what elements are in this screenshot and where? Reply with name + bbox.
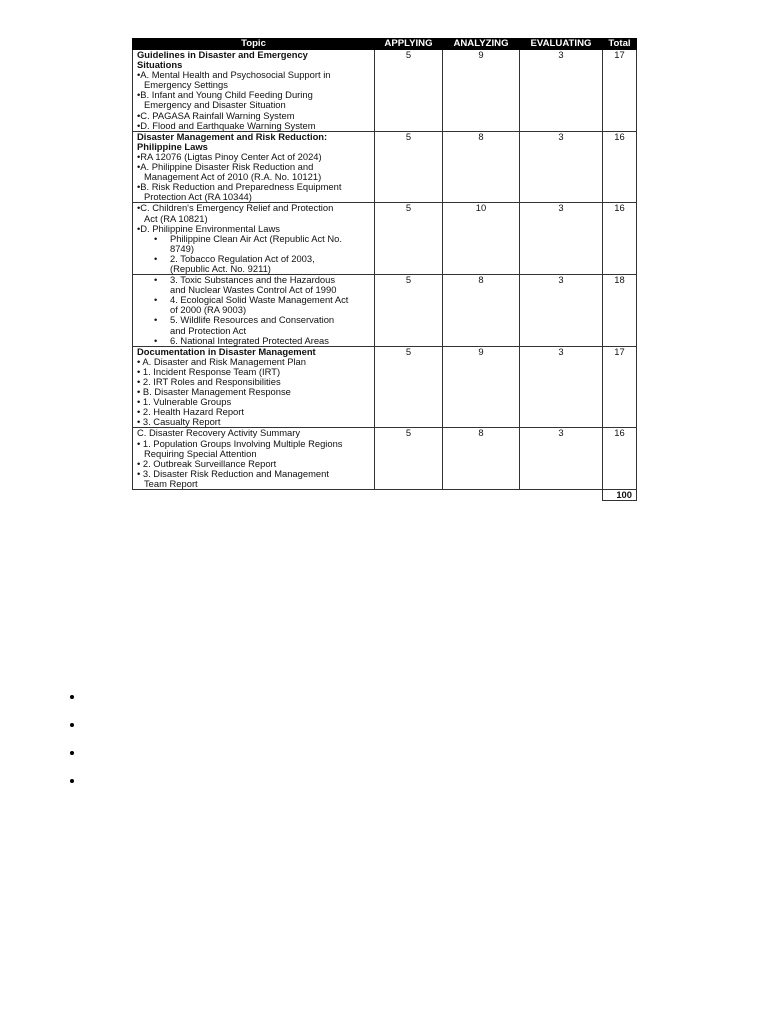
sub-topic-item bbox=[137, 295, 372, 315]
table-row bbox=[133, 203, 637, 275]
topic-item-line: •D. Flood and Earthquake Warning System bbox=[137, 119, 316, 131]
grand-total-row bbox=[133, 490, 637, 501]
bullet-icon bbox=[70, 695, 74, 699]
topic-item-line: Management Act of 2010 (R.A. No. 10121) bbox=[144, 171, 322, 183]
topic-heading: Disaster Management and Risk Reduction: bbox=[137, 130, 328, 142]
topic-item-line: • 2. IRT Roles and Responsibilities bbox=[137, 376, 281, 387]
topic-item-line: •A. Mental Health and Psychosocial Support in bbox=[137, 69, 331, 81]
empty-bullet-list bbox=[62, 688, 74, 800]
header-analyzing: ANALYZING bbox=[443, 39, 520, 50]
evaluating-cell: 3 bbox=[520, 203, 603, 275]
topic-item-line: •C. PAGASA Rainfall Warning System bbox=[137, 109, 295, 121]
topic-cell bbox=[133, 131, 375, 203]
sub-topic-line: and Nuclear Wastes Control Act of 1990 bbox=[170, 284, 337, 296]
header-topic: Topic bbox=[133, 39, 375, 50]
topic-cell bbox=[133, 428, 375, 490]
topic-cell bbox=[133, 275, 375, 347]
table-row bbox=[133, 131, 637, 203]
analyzing-cell: 8 bbox=[443, 428, 520, 490]
topic-item-line: •C. Children's Emergency Relief and Protection bbox=[137, 202, 334, 214]
topic-item-line: Emergency and Disaster Situation bbox=[144, 99, 286, 111]
sub-topic-line: 3. Toxic Substances and the Hazardous bbox=[170, 274, 336, 286]
table-row bbox=[133, 50, 637, 132]
bullet-icon: • bbox=[154, 314, 158, 326]
sub-topic-item bbox=[137, 234, 372, 254]
bullet-icon bbox=[70, 779, 74, 783]
topic-item-line: • 2. Health Hazard Report bbox=[137, 406, 244, 418]
topic-item-line: •A. Philippine Disaster Risk Reduction and bbox=[137, 161, 314, 173]
topic-item-line: •D. Philippine Environmental Laws bbox=[137, 222, 280, 234]
topic-item-line: • B. Disaster Management Response bbox=[137, 386, 291, 398]
topic-item-line: • 1. Vulnerable Groups bbox=[137, 396, 232, 408]
topic-item-line: •B. Risk Reduction and Preparedness Equipment bbox=[137, 181, 342, 193]
topic-item-line: • 1. Population Groups Involving Multiple Regions bbox=[137, 437, 343, 449]
topic-item-line: •RA 12076 (Ligtas Pinoy Center Act of 2024) bbox=[137, 150, 322, 162]
topic-cell bbox=[133, 50, 375, 132]
topic-item-line: Act (RA 10821) bbox=[144, 212, 208, 224]
header-applying: APPLYING bbox=[375, 39, 443, 50]
bullet-icon bbox=[70, 751, 74, 755]
sub-topic-item bbox=[137, 336, 372, 346]
applying-cell: 5 bbox=[375, 275, 443, 347]
topic-item-line: •B. Infant and Young Child Feeding During bbox=[137, 89, 313, 101]
topic-heading: Philippine Laws bbox=[137, 140, 208, 152]
topic-cell bbox=[133, 346, 375, 428]
grand-total: 100 bbox=[603, 490, 637, 501]
sub-topic-line: (Republic Act. No. 9211) bbox=[170, 262, 271, 274]
sub-topic-line: and Protection Act bbox=[170, 324, 247, 336]
applying-cell: 5 bbox=[375, 50, 443, 132]
bullet-icon: • bbox=[154, 252, 158, 264]
sub-topic-line: 4. Ecological Solid Waste Management Act bbox=[170, 294, 349, 306]
sub-topic-item bbox=[137, 275, 372, 295]
topic-item-line: C. Disaster Recovery Activity Summary bbox=[137, 427, 301, 439]
list-item bbox=[62, 688, 74, 716]
total-cell: 16 bbox=[603, 203, 637, 275]
sub-topic-line: 2. Tobacco Regulation Act of 2003, bbox=[170, 252, 315, 264]
header-total: Total bbox=[603, 39, 637, 50]
sub-topic-line: Philippine Clean Air Act (Republic Act No. bbox=[170, 232, 342, 244]
sub-topic-line: 6. National Integrated Protected Areas bbox=[170, 334, 329, 346]
bullet-icon: • bbox=[154, 334, 158, 346]
topic-cell bbox=[133, 203, 375, 275]
table-row bbox=[133, 428, 637, 490]
bullet-icon: • bbox=[154, 294, 158, 306]
list-item bbox=[62, 744, 74, 772]
table-of-specifications bbox=[132, 38, 637, 501]
evaluating-cell: 3 bbox=[520, 275, 603, 347]
sub-topic-line: of 2000 (RA 9003) bbox=[170, 304, 247, 316]
total-cell: 16 bbox=[603, 131, 637, 203]
analyzing-cell: 10 bbox=[443, 203, 520, 275]
evaluating-cell: 3 bbox=[520, 428, 603, 490]
list-item bbox=[62, 772, 74, 800]
analyzing-cell: 8 bbox=[443, 275, 520, 347]
applying-cell: 5 bbox=[375, 428, 443, 490]
topic-item-line: • 3. Disaster Risk Reduction and Management bbox=[137, 467, 329, 479]
applying-cell: 5 bbox=[375, 131, 443, 203]
table-row bbox=[133, 275, 637, 347]
bullet-icon: • bbox=[154, 274, 158, 286]
applying-cell: 5 bbox=[375, 346, 443, 428]
evaluating-cell: 3 bbox=[520, 50, 603, 132]
sub-topic-item bbox=[137, 254, 372, 274]
bullet-icon: • bbox=[154, 232, 158, 244]
topic-item-line: Requiring Special Attention bbox=[144, 447, 257, 459]
sub-topic-item bbox=[137, 315, 372, 335]
topic-item-line: Emergency Settings bbox=[144, 79, 228, 91]
table-header-row bbox=[133, 39, 637, 50]
list-item bbox=[62, 716, 74, 744]
evaluating-cell: 3 bbox=[520, 131, 603, 203]
total-cell: 17 bbox=[603, 50, 637, 132]
applying-cell: 5 bbox=[375, 203, 443, 275]
analyzing-cell: 9 bbox=[443, 50, 520, 132]
topic-heading: Situations bbox=[137, 59, 183, 71]
total-cell: 16 bbox=[603, 428, 637, 490]
topic-item-line: • A. Disaster and Risk Management Plan bbox=[137, 355, 306, 367]
analyzing-cell: 8 bbox=[443, 131, 520, 203]
topic-item-line: Team Report bbox=[144, 477, 198, 489]
sub-topic-line: 5. Wildlife Resources and Conservation bbox=[170, 314, 335, 326]
topic-item-line: • 3. Casualty Report bbox=[137, 416, 221, 428]
sub-topic-line: 8749) bbox=[170, 242, 194, 254]
header-evaluating: EVALUATING bbox=[520, 39, 603, 50]
topic-heading: Documentation in Disaster Management bbox=[137, 345, 316, 357]
analyzing-cell: 9 bbox=[443, 346, 520, 428]
topic-item-line: • 2. Outbreak Surveillance Report bbox=[137, 457, 277, 469]
bullet-icon bbox=[70, 723, 74, 727]
evaluating-cell: 3 bbox=[520, 346, 603, 428]
topic-item-line: • 1. Incident Response Team (IRT) bbox=[137, 365, 281, 377]
total-cell: 17 bbox=[603, 346, 637, 428]
topic-heading: Guidelines in Disaster and Emergency bbox=[137, 49, 308, 60]
topic-item-line: Protection Act (RA 10344) bbox=[144, 191, 252, 203]
total-cell: 18 bbox=[603, 275, 637, 347]
table-row bbox=[133, 346, 637, 428]
